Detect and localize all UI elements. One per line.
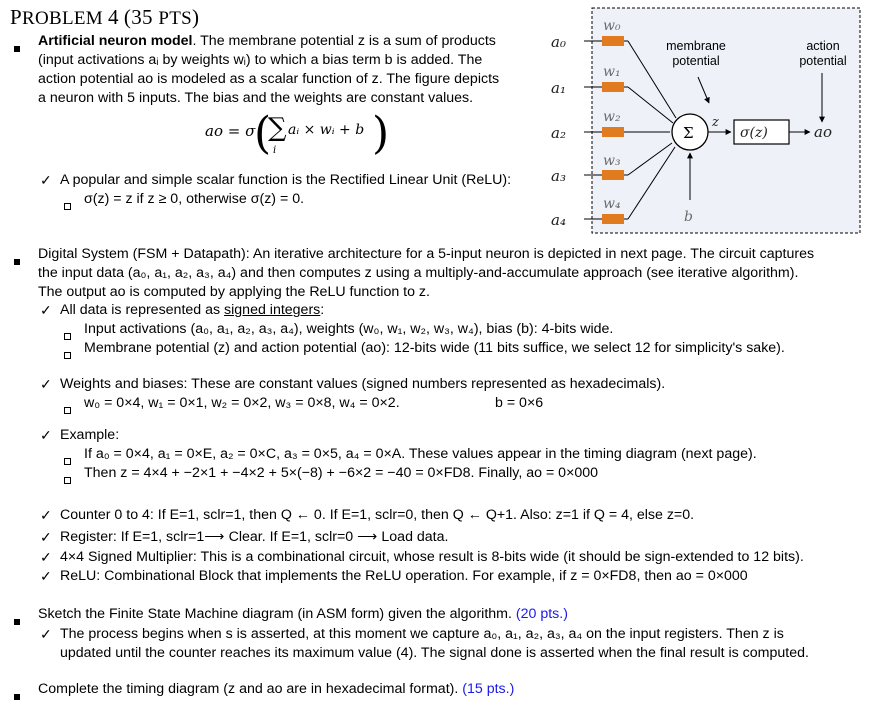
- check-icon: ✓: [40, 173, 52, 189]
- membrane-label-2: potential: [672, 54, 720, 68]
- hollow-bullet-icon: [64, 453, 71, 469]
- s2-c2: Weights and biases: These are constant values (signed numbers represented as hexadecimals).: [60, 376, 666, 392]
- formula-sum: ∑: [268, 113, 287, 143]
- formula-paren-close: ): [372, 108, 390, 159]
- membrane-label-1: membrane: [666, 39, 726, 53]
- bullet-2: [14, 253, 20, 269]
- s2-c1b: Membrane potential (z) and action potential (ao): 12-bits wide (11 bits suffice, we select 12 for simplicity's sake).: [84, 340, 785, 356]
- sigma-label: σ(z): [740, 125, 768, 141]
- s1-relu-line2: σ(z) = z if z ≥ 0, otherwise σ(z) = 0.: [84, 191, 305, 207]
- check-icon: ✓: [40, 303, 52, 319]
- weight-label-0: w₀: [603, 18, 621, 34]
- formula-index: i: [273, 145, 277, 156]
- hollow-bullet-icon: [64, 347, 71, 363]
- hollow-bullet-icon: [64, 402, 71, 418]
- s2-c1a: Input activations (a₀, a₁, a₂, a₃, a₄), weights (w₀, w₁, w₂, w₃, w₄), bias (b): 4-bits wide.: [84, 321, 614, 337]
- s2-c3a: If a₀ = 0×4, a₁ = 0×E, a₂ = 0×C, a₃ = 0×5, a₄ = 0×A. These values appear in the timing diagram (next page).: [84, 446, 757, 462]
- weight-box-3: [602, 170, 624, 180]
- s2-c3b: Then z = 4×4 + −2×1 + −4×2 + 5×(−8) + −6×2 = −40 = 0×FD8. Finally, ao = 0×000: [84, 465, 599, 481]
- weight-box-0: [602, 36, 624, 46]
- input-label-3: a₃: [551, 167, 566, 185]
- s2-line1: Digital System (FSM + Datapath): An iterative architecture for a 5-input neuron is depicted in next page. The circuit captures: [38, 246, 815, 262]
- action-label-1: action: [806, 39, 840, 53]
- check-icon: ✓: [40, 627, 52, 643]
- s2-c2a: w₀ = 0×4, w₁ = 0×1, w₂ = 0×2, w₃ = 0×8, w₄ = 0×2.: [84, 395, 400, 411]
- bias-label: b: [684, 209, 693, 225]
- s3-c1b: updated until the counter reaches its maximum value (4). The signal done is asserted when the final result is computed.: [60, 645, 809, 661]
- check-icon: ✓: [40, 377, 52, 393]
- s2-c1: All data is represented as signed integers:: [60, 302, 325, 318]
- action-label-2: potential: [799, 54, 847, 68]
- s2-c5: Register: If E=1, sclr=1⟶ Clear. If E=1, sclr=0 ⟶ Load data.: [60, 529, 449, 545]
- s2-c6: 4×4 Signed Multiplier: This is a combinational circuit, whose result is 8-bits wide (it should be sign-extended to 12 bits).: [60, 549, 804, 565]
- s1-line4: a neuron with 5 inputs. The bias and the weights are constant values.: [38, 90, 474, 106]
- weight-label-4: w₄: [603, 196, 621, 212]
- hollow-bullet-icon: [64, 328, 71, 344]
- s2-c4: Counter 0 to 4: If E=1, sclr=1, then Q ← 0. If E=1, sclr=0, then Q ← Q+1. Also: z=1 if Q = 4, else z=0.: [60, 507, 695, 523]
- problem-title: PROBLEM 4 (35 PTS): [10, 5, 200, 29]
- s1-line2: (input activations aᵢ by weights wᵢ) to which a bias term b is added. The: [38, 52, 483, 68]
- weight-box-4: [602, 214, 624, 224]
- s3-c1a: The process begins when s is asserted, at this moment we capture a₀, a₁, a₂, a₃, a₄ on the input registers. Then z is: [60, 626, 784, 642]
- s2-c7: ReLU: Combinational Block that implements the ReLU operation. For example, if z = 0×FD8, then ao = 0×000: [60, 568, 748, 584]
- bullet-3: [14, 613, 20, 629]
- weight-box-2: [602, 127, 624, 137]
- weight-box-1: [602, 82, 624, 92]
- s1-line1: Artificial neuron model. The membrane potential z is a sum of products: [38, 33, 496, 49]
- check-icon: ✓: [40, 508, 52, 524]
- s2-line2: the input data (a₀, a₁, a₂, a₃, a₄) and then computes z using a multiply-and-accumulate approach (see iterative algorithm).: [38, 265, 799, 281]
- check-icon: ✓: [40, 530, 52, 546]
- z-label: z: [712, 115, 719, 130]
- s3-line1: Sketch the Finite State Machine diagram (in ASM form) given the algorithm. (20 pts.): [38, 606, 568, 622]
- check-icon: ✓: [40, 569, 52, 585]
- sum-symbol: Σ: [683, 124, 694, 142]
- s2-c3: Example:: [60, 427, 120, 443]
- check-icon: ✓: [40, 428, 52, 444]
- input-label-4: a₄: [551, 211, 566, 229]
- neuron-diagram: [548, 5, 864, 237]
- check-icon: ✓: [40, 550, 52, 566]
- formula-body: aᵢ × wᵢ + b: [288, 122, 365, 138]
- weight-label-3: w₃: [603, 153, 621, 169]
- input-label-2: a₂: [551, 124, 566, 142]
- input-label-0: a₀: [551, 33, 566, 51]
- output-label: ao: [814, 123, 832, 141]
- hollow-bullet-icon: [64, 198, 71, 214]
- s2-line3: The output ao is computed by applying the ReLU function to z.: [38, 284, 430, 300]
- bullet-1: [14, 40, 20, 56]
- s1-line3: action potential ao is modeled as a scalar function of z. The figure depicts: [38, 71, 500, 87]
- s2-c2b: b = 0×6: [495, 395, 544, 411]
- s1-relu-line1: A popular and simple scalar function is the Rectified Linear Unit (ReLU):: [60, 172, 512, 188]
- formula-paren-open: (: [254, 108, 272, 159]
- s4-line1: Complete the timing diagram (z and ao are in hexadecimal format). (15 pts.): [38, 681, 515, 697]
- weight-label-2: w₂: [603, 109, 621, 125]
- bullet-4: [14, 688, 20, 704]
- input-label-1: a₁: [551, 79, 566, 97]
- weight-label-1: w₁: [603, 64, 621, 80]
- hollow-bullet-icon: [64, 472, 71, 488]
- formula-lhs: ao = σ: [205, 122, 256, 140]
